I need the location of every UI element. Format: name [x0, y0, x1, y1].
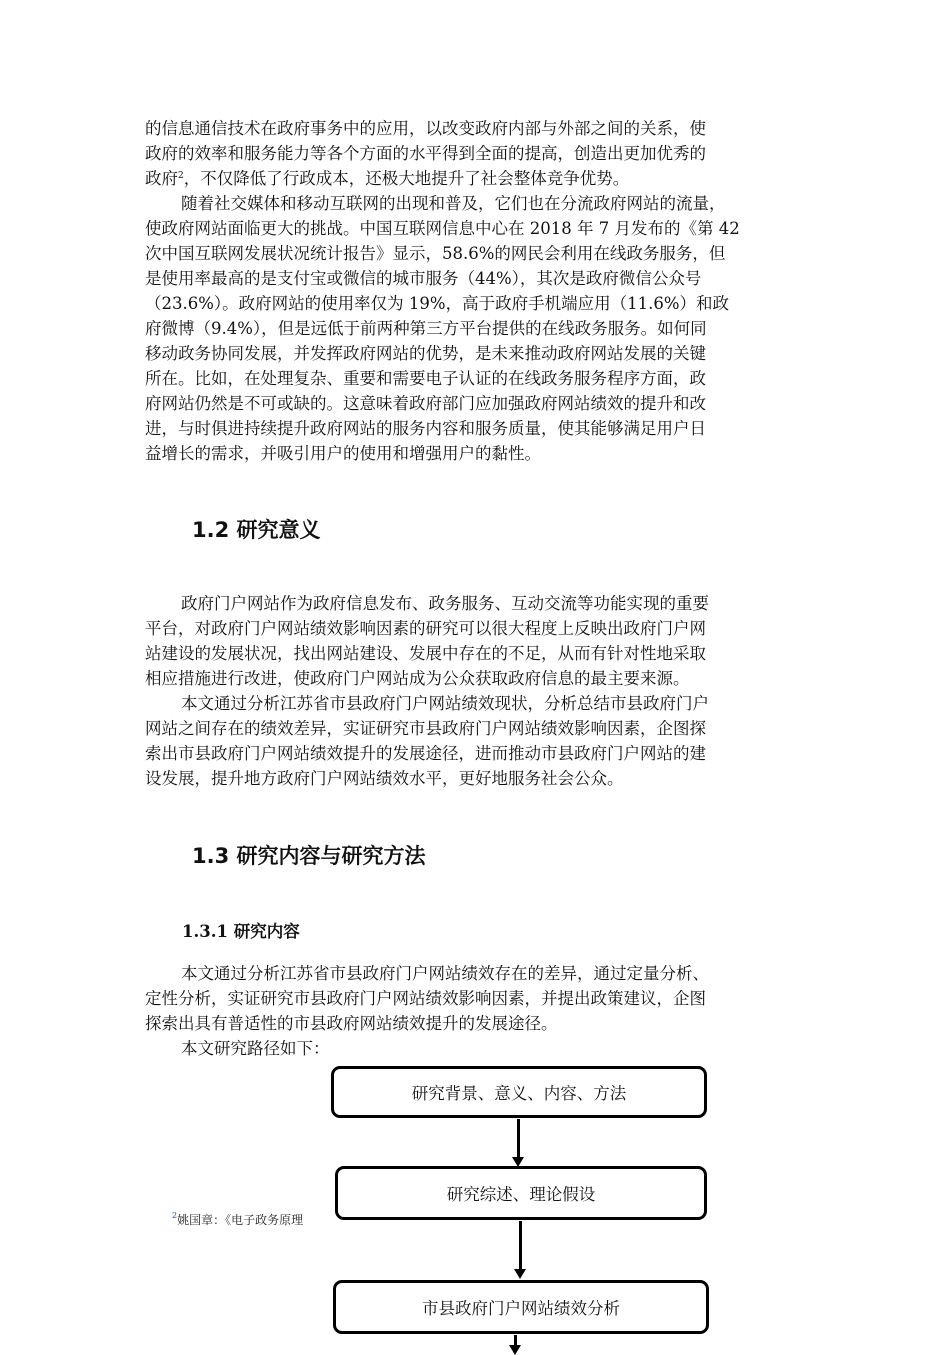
- text-fragment: 政府: [145, 169, 178, 188]
- text-line: 定性分析，实证研究市县政府门户网站绩效影响因素，并提出政策建议，企图: [145, 989, 706, 1008]
- footnote: [172, 1211, 303, 1228]
- subsection-title: 研究内容: [233, 922, 300, 941]
- paragraph-significance: [145, 591, 813, 691]
- text-line: 设发展，提升地方政府门户网站绩效水平，更好地服务社会公众。: [145, 769, 624, 788]
- text-line: 政府的效率和服务能力等各个方面的水平得到全面的提高，创造出更加优秀的: [145, 144, 706, 163]
- text-line: 使政府网站面临更大的挑战。中国互联网信息中心在 2018 年 7 月发布的《第 42: [145, 219, 740, 238]
- text-line: （23.6%）。政府网站的使用率仅为 19%，高于政府手机端应用（11.6%）和政: [145, 294, 730, 313]
- paragraph-research-path: [145, 1036, 813, 1061]
- flowchart-box-review: 研究综述、理论假设: [335, 1166, 707, 1220]
- text-line: 的信息通信技术在政府事务中的应用，以改变政府内部与外部之间的关系，使: [145, 119, 706, 138]
- text-line: 索出市县政府门户网站绩效提升的发展途径，进而推动市县政府门户网站的建: [145, 744, 706, 763]
- section-heading-1-2: 1.2 研究意义: [192, 518, 321, 542]
- footnote-mark: 2: [172, 1211, 178, 1220]
- flowchart-arrow-down: [519, 1221, 522, 1271]
- text-line: 益增长的需求，并吸引用户的使用和增强用户的黏性。: [145, 444, 541, 463]
- section-heading-1-3: 1.3 研究内容与研究方法: [192, 844, 426, 868]
- flowchart-box-analysis: 市县政府门户网站绩效分析: [333, 1280, 709, 1334]
- paragraph-social-media: [145, 191, 813, 466]
- text-line: 站建设的发展状况，找出网站建设、发展中存在的不足，从而有针对性地采取: [145, 644, 706, 663]
- text-line: 所在。比如，在处理复杂、重要和需要电子认证的在线政务服务程序方面，政: [145, 369, 706, 388]
- flowchart-arrow-down: [517, 1119, 520, 1159]
- text-line: 相应措施进行改进，使政府门户网站成为公众获取政府信息的最主要来源。: [145, 669, 690, 688]
- text-line: 移动政务协同发展，并发挥政府网站的优势，是未来推动政府网站发展的关键: [145, 344, 706, 363]
- text-line: 政府门户网站作为政府信息发布、政务服务、互动交流等功能实现的重要: [181, 594, 709, 613]
- text-line: 本文研究路径如下：: [181, 1039, 330, 1058]
- subsection-heading-1-3-1: [182, 918, 300, 942]
- text-line: 次中国互联网发展状况统计报告》显示，58.6%的网民会利用在线政务服务，但: [145, 244, 726, 263]
- footnote-text: 姚国章：《电子政务原理: [177, 1213, 304, 1227]
- paragraph-research-content: [145, 961, 813, 1036]
- paragraph-purpose: [145, 691, 813, 791]
- text-line: 本文通过分析江苏省市县政府门户网站绩效存在的差异，通过定量分析、: [181, 964, 709, 983]
- paragraph-intro-continuation: [145, 116, 813, 191]
- text-line: 探索出具有普适性的市县政府网站绩效提升的发展途径。: [145, 1014, 558, 1033]
- text-line: [145, 166, 813, 191]
- text-line: 本文通过分析江苏省市县政府门户网站绩效现状，分析总结市县政府门户: [181, 694, 709, 713]
- flowchart-arrow-down: [514, 1335, 517, 1347]
- flowchart-box-background: 研究背景、意义、内容、方法: [331, 1066, 707, 1118]
- text-line: 网站之间存在的绩效差异，实证研究市县政府门户网站绩效影响因素，企图探: [145, 719, 706, 738]
- text-line: 府网站仍然是不可或缺的。这意味着政府部门应加强政府网站绩效的提升和改: [145, 394, 706, 413]
- text-line: 府微博（9.4%），但是远低于前两种第三方平台提供的在线政务服务。如何同: [145, 319, 707, 338]
- text-line: 平台，对政府门户网站绩效影响因素的研究可以很大程度上反映出政府门户网: [145, 619, 706, 638]
- text-line: 进，与时俱进持续提升政府网站的服务内容和服务质量，使其能够满足用户日: [145, 419, 706, 438]
- text-line: 是使用率最高的是支付宝或微信的城市服务（44%），其次是政府微信公众号: [145, 269, 702, 288]
- subsection-number: 1.3.1: [182, 922, 228, 941]
- footnote-reference[interactable]: 2: [178, 171, 184, 181]
- text-fragment: ，不仅降低了行政成本，还极大地提升了社会整体竞争优势。: [183, 169, 630, 188]
- text-line: 随着社交媒体和移动互联网的出现和普及，它们也在分流政府网站的流量，: [181, 194, 726, 213]
